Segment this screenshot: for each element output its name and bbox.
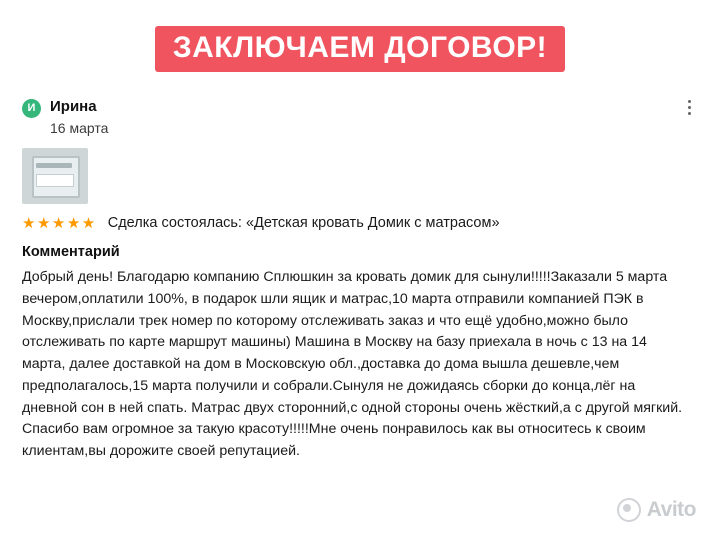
avito-logo-icon xyxy=(617,498,641,522)
bed-rail-shape xyxy=(36,163,72,168)
author-name: Ирина xyxy=(50,98,97,115)
rating-row xyxy=(22,215,698,231)
comment-text: Добрый день! Благодарю компанию Сплюшкин за кровать домик для сынули!!!!!Заказали 5 марта вечером,оплатили 100%, в подарок шли ящик и матрас,10 марта отправили компанией ПЭК в Москву,прислали трек номер по которому отслеживать заказ и что ещё удобно,можно было отслеживать по карте маршрут машины) Машина в Москву на базу приехала в ночь с 13 на 14 марта, далее доставкой на дом в Московскую обл.,доставка до дома вышла дешевле,чем предполагалось,15 марта получили и собрали.Сынуля не дожидаясь сборки до конца,лёг на дневной сон в ней спать. Матрас двух сторонний,с одной стороны очень жёсткий,а с другой мягкий. Спасибо вам огромное за такую красоту!!!!!Мне очень понравилось как вы относитесь к своим клиентам,вы дорожите своей репутацией. xyxy=(22,269,683,459)
watermark xyxy=(617,498,696,522)
author-block xyxy=(50,98,108,136)
avatar: И xyxy=(22,99,41,118)
kebab-dot xyxy=(688,100,691,103)
promo-banner: ЗАКЛЮЧАЕМ ДОГОВОР! xyxy=(155,26,565,72)
bed-mattress-shape xyxy=(36,174,74,187)
review-photo-thumbnail[interactable] xyxy=(22,148,88,204)
deal-status-text: Сделка состоялась: «Детская кровать Домик с матрасом» xyxy=(107,215,500,232)
comment-heading: Комментарий xyxy=(22,244,120,261)
promo-banner-container xyxy=(22,0,698,72)
review-header xyxy=(22,98,698,136)
kebab-dot xyxy=(688,106,691,109)
star-rating-icon: ★★★★★ xyxy=(22,214,97,232)
kebab-dot xyxy=(688,112,691,115)
watermark-text: Avito xyxy=(646,498,696,521)
review-date: 16 марта xyxy=(50,120,109,137)
kebab-menu-icon[interactable] xyxy=(680,98,698,124)
